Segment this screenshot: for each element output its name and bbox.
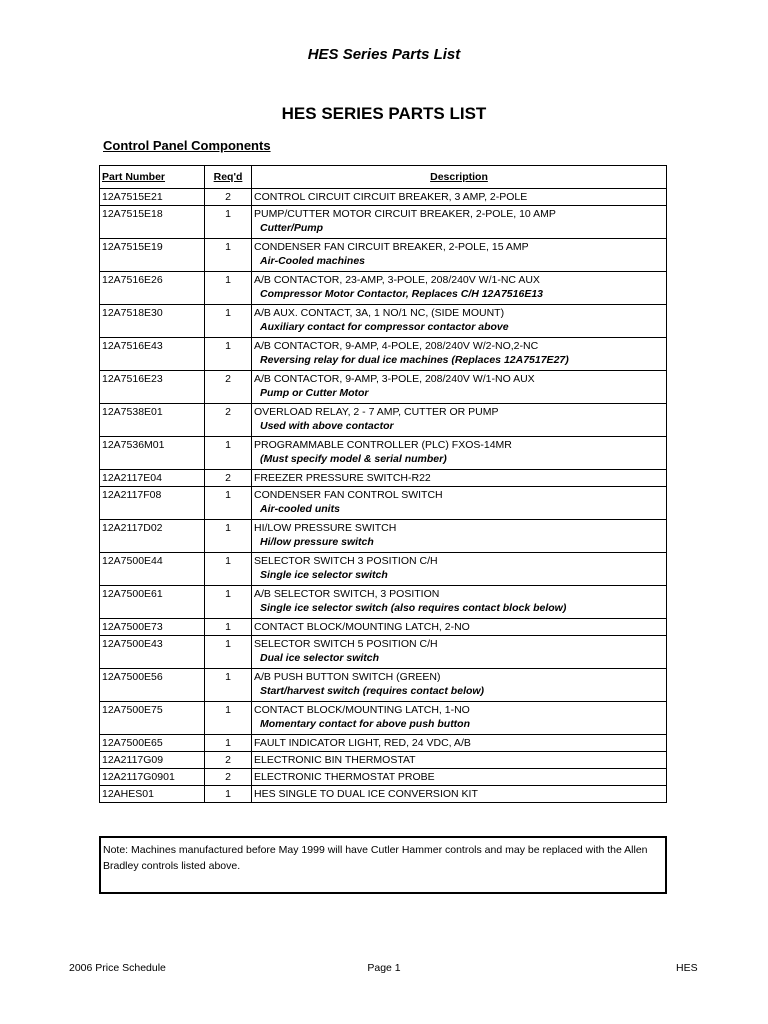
part-number-cell: 12A7515E19 bbox=[100, 239, 205, 272]
description-text: PUMP/CUTTER MOTOR CIRCUIT BREAKER, 2-POLE, 10 AMP bbox=[254, 208, 556, 220]
quantity-cell: 2 bbox=[205, 404, 252, 437]
part-number-cell: 12A7516E26 bbox=[100, 272, 205, 305]
description-cell bbox=[252, 206, 667, 239]
section-title: Control Panel Components bbox=[103, 138, 271, 153]
part-number-cell: 12A7500E73 bbox=[100, 619, 205, 636]
description-cell bbox=[252, 786, 667, 803]
quantity-cell: 1 bbox=[205, 520, 252, 553]
description-note: Cutter/Pump bbox=[260, 222, 323, 234]
table-row bbox=[100, 189, 667, 206]
part-number-cell: 12A7500E75 bbox=[100, 702, 205, 735]
quantity-cell: 1 bbox=[205, 553, 252, 586]
table-row bbox=[100, 487, 667, 520]
table-row bbox=[100, 636, 667, 669]
part-number-cell: 12A7500E43 bbox=[100, 636, 205, 669]
description-cell bbox=[252, 305, 667, 338]
description-cell bbox=[252, 487, 667, 520]
description-cell bbox=[252, 669, 667, 702]
description-text: A/B CONTACTOR, 23-AMP, 3-POLE, 208/240V W/1-NC AUX bbox=[254, 274, 540, 286]
description-note: Used with above contactor bbox=[260, 420, 394, 432]
description-cell bbox=[252, 520, 667, 553]
description-cell bbox=[252, 272, 667, 305]
part-number-cell: 12A7500E61 bbox=[100, 586, 205, 619]
quantity-cell: 1 bbox=[205, 669, 252, 702]
description-text: CONTROL CIRCUIT CIRCUIT BREAKER, 3 AMP, 2-POLE bbox=[254, 191, 528, 203]
page-header-title: HES Series Parts List bbox=[307, 46, 461, 63]
description-cell bbox=[252, 636, 667, 669]
description-text: ELECTRONIC THERMOSTAT PROBE bbox=[254, 771, 435, 783]
table-row bbox=[100, 305, 667, 338]
description-note: Single ice selector switch (also requires contact block below) bbox=[260, 602, 567, 614]
description-note: Auxiliary contact for compressor contactor above bbox=[260, 321, 509, 333]
description-text: FREEZER PRESSURE SWITCH-R22 bbox=[254, 472, 431, 484]
description-note: Compressor Motor Contactor, Replaces C/H 12A7516E13 bbox=[260, 288, 544, 300]
quantity-cell: 1 bbox=[205, 272, 252, 305]
quantity-cell: 1 bbox=[205, 702, 252, 735]
table-row bbox=[100, 669, 667, 702]
description-text: A/B PUSH BUTTON SWITCH (GREEN) bbox=[254, 671, 441, 683]
parts-table-body bbox=[100, 189, 667, 803]
description-cell bbox=[252, 586, 667, 619]
part-number-cell: 12A7515E21 bbox=[100, 189, 205, 206]
description-note: Air-cooled units bbox=[260, 503, 340, 515]
quantity-cell: 1 bbox=[205, 786, 252, 803]
quantity-cell: 1 bbox=[205, 305, 252, 338]
quantity-cell: 2 bbox=[205, 769, 252, 786]
part-number-cell: 12A2117G0901 bbox=[100, 769, 205, 786]
description-cell bbox=[252, 239, 667, 272]
description-note: Pump or Cutter Motor bbox=[260, 387, 369, 399]
description-note: (Must specify model & serial number) bbox=[260, 453, 447, 465]
description-text: OVERLOAD RELAY, 2 - 7 AMP, CUTTER OR PUMP bbox=[254, 406, 499, 418]
description-text: CONTACT BLOCK/MOUNTING LATCH, 1-NO bbox=[254, 704, 470, 716]
part-number-cell: 12A7516E43 bbox=[100, 338, 205, 371]
description-text: CONDENSER FAN CIRCUIT BREAKER, 2-POLE, 15 AMP bbox=[254, 241, 529, 253]
part-number-cell: 12A7536M01 bbox=[100, 437, 205, 470]
description-text: A/B AUX. CONTACT, 3A, 1 NO/1 NC, (SIDE MOUNT) bbox=[254, 307, 505, 319]
table-row bbox=[100, 272, 667, 305]
description-text: A/B CONTACTOR, 9-AMP, 4-POLE, 208/240V W/2-NO,2-NC bbox=[254, 340, 539, 352]
quantity-cell: 1 bbox=[205, 619, 252, 636]
description-text: HES SINGLE TO DUAL ICE CONVERSION KIT bbox=[254, 788, 478, 800]
description-text: FAULT INDICATOR LIGHT, RED, 24 VDC, A/B bbox=[254, 737, 471, 749]
table-row bbox=[100, 735, 667, 752]
quantity-cell: 1 bbox=[205, 636, 252, 669]
description-cell bbox=[252, 404, 667, 437]
quantity-cell: 1 bbox=[205, 437, 252, 470]
description-text: A/B SELECTOR SWITCH, 3 POSITION bbox=[254, 588, 440, 600]
quantity-cell: 1 bbox=[205, 206, 252, 239]
description-note: Hi/low pressure switch bbox=[260, 536, 374, 548]
quantity-cell: 2 bbox=[205, 470, 252, 487]
description-cell bbox=[252, 553, 667, 586]
part-number-cell: 12A2117E04 bbox=[100, 470, 205, 487]
table-row bbox=[100, 702, 667, 735]
description-cell bbox=[252, 437, 667, 470]
part-number-cell: 12A2117F08 bbox=[100, 487, 205, 520]
table-row bbox=[100, 786, 667, 803]
part-number-cell: 12A7500E56 bbox=[100, 669, 205, 702]
note-box: Note: Machines manufactured before May 1999 will have Cutler Hammer controls and may be replaced with the Allen Bradley controls listed above. bbox=[99, 836, 667, 894]
description-cell bbox=[252, 619, 667, 636]
description-cell bbox=[252, 189, 667, 206]
description-note: Start/harvest switch (requires contact below) bbox=[260, 685, 485, 697]
table-row bbox=[100, 404, 667, 437]
quantity-cell: 1 bbox=[205, 586, 252, 619]
description-cell bbox=[252, 702, 667, 735]
description-text: A/B CONTACTOR, 9-AMP, 3-POLE, 208/240V W/1-NO AUX bbox=[254, 373, 535, 385]
table-row bbox=[100, 470, 667, 487]
description-text: CONDENSER FAN CONTROL SWITCH bbox=[254, 489, 443, 501]
quantity-cell: 1 bbox=[205, 338, 252, 371]
description-cell bbox=[252, 470, 667, 487]
part-number-cell: 12A7500E44 bbox=[100, 553, 205, 586]
table-row bbox=[100, 437, 667, 470]
description-cell bbox=[252, 338, 667, 371]
quantity-cell: 1 bbox=[205, 239, 252, 272]
table-row bbox=[100, 619, 667, 636]
table-row bbox=[100, 338, 667, 371]
description-cell bbox=[252, 371, 667, 404]
table-row bbox=[100, 239, 667, 272]
part-number-cell: 12A7500E65 bbox=[100, 735, 205, 752]
footer-right: HES bbox=[676, 962, 698, 974]
description-text: SELECTOR SWITCH 3 POSITION C/H bbox=[254, 555, 438, 567]
description-note: Dual ice selector switch bbox=[260, 652, 380, 664]
part-number-cell: 12A2117G09 bbox=[100, 752, 205, 769]
table-row bbox=[100, 752, 667, 769]
header-reqd: Req'd bbox=[205, 166, 252, 189]
part-number-cell: 12AHES01 bbox=[100, 786, 205, 803]
part-number-cell: 12A7538E01 bbox=[100, 404, 205, 437]
quantity-cell: 1 bbox=[205, 487, 252, 520]
description-text: CONTACT BLOCK/MOUNTING LATCH, 2-NO bbox=[254, 621, 470, 633]
description-note: Air-Cooled machines bbox=[260, 255, 366, 267]
document-title: HES SERIES PARTS LIST bbox=[281, 104, 487, 123]
description-note: Momentary contact for above push button bbox=[260, 718, 471, 730]
table-row bbox=[100, 553, 667, 586]
table-row bbox=[100, 371, 667, 404]
quantity-cell: 2 bbox=[205, 189, 252, 206]
description-text: PROGRAMMABLE CONTROLLER (PLC) FXOS-14MR bbox=[254, 439, 512, 451]
parts-table bbox=[99, 165, 667, 803]
table-row bbox=[100, 586, 667, 619]
description-cell bbox=[252, 769, 667, 786]
footer-page-number: Page 1 bbox=[367, 962, 401, 974]
description-cell bbox=[252, 752, 667, 769]
table-row bbox=[100, 520, 667, 553]
header-part-number: Part Number bbox=[100, 166, 205, 189]
part-number-cell: 12A7518E30 bbox=[100, 305, 205, 338]
quantity-cell: 2 bbox=[205, 752, 252, 769]
footer-left: 2006 Price Schedule bbox=[69, 962, 166, 974]
header-description: Description bbox=[252, 166, 667, 189]
part-number-cell: 12A7516E23 bbox=[100, 371, 205, 404]
description-text: SELECTOR SWITCH 5 POSITION C/H bbox=[254, 638, 438, 650]
description-text: HI/LOW PRESSURE SWITCH bbox=[254, 522, 397, 534]
quantity-cell: 2 bbox=[205, 371, 252, 404]
part-number-cell: 12A2117D02 bbox=[100, 520, 205, 553]
table-row bbox=[100, 769, 667, 786]
table-row bbox=[100, 206, 667, 239]
part-number-cell: 12A7515E18 bbox=[100, 206, 205, 239]
quantity-cell: 1 bbox=[205, 735, 252, 752]
description-note: Single ice selector switch bbox=[260, 569, 388, 581]
description-text: ELECTRONIC BIN THERMOSTAT bbox=[254, 754, 416, 766]
table-header-row bbox=[100, 166, 667, 189]
description-cell bbox=[252, 735, 667, 752]
description-note: Reversing relay for dual ice machines (Replaces 12A7517E27) bbox=[260, 354, 569, 366]
